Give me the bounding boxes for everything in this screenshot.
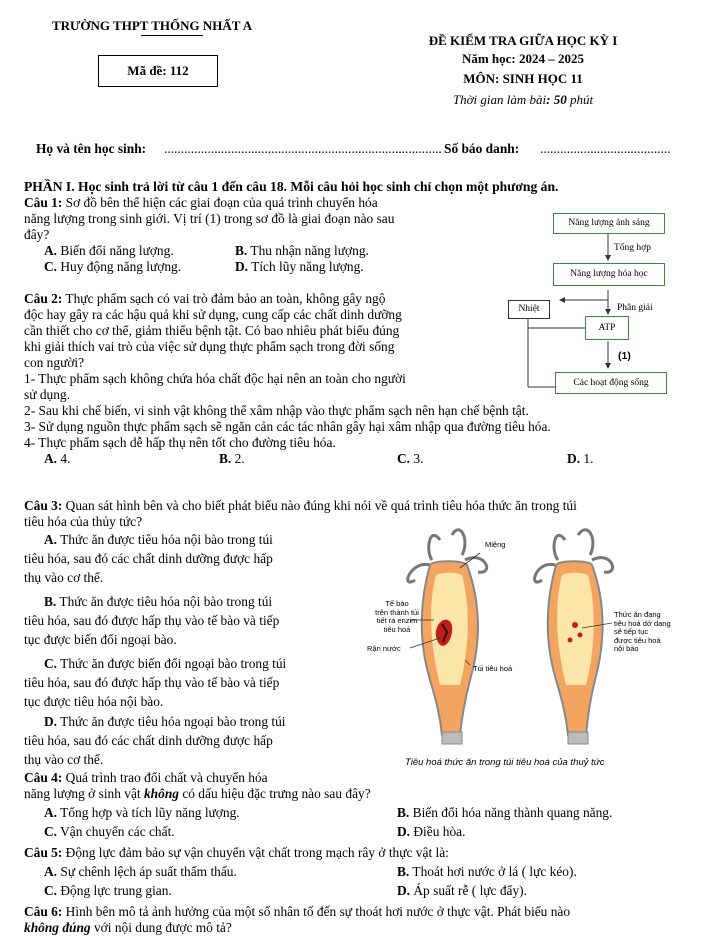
diagram-label-position-1: (1) [618, 350, 631, 362]
q4-emphasis: không [143, 786, 179, 801]
q3-label: Câu 3: [24, 498, 63, 513]
q3-option-d-line-2: tiêu hóa, sau đó các chất dinh dưỡng được hấp [24, 733, 273, 748]
diagram-box-atp: ATP [585, 316, 629, 340]
diagram-box-light-energy: Năng lượng ánh sáng [553, 213, 665, 234]
label-mouth: Miệng [485, 540, 506, 549]
diagram-label-synthesis: Tổng hợp [614, 243, 651, 253]
q2-option-c[interactable]: C. 3. [397, 451, 424, 466]
q3-option-b-line-2: tiêu hóa, sau đó được hấp thụ vào tế bào và tiếp [24, 613, 280, 628]
q6-emphasis: không đúng [24, 920, 91, 935]
q4-option-c[interactable]: C. Vận chuyển các chất. [44, 824, 175, 839]
q2-option-a[interactable]: A. 4. [44, 451, 71, 466]
q4-option-a[interactable]: A. Tổng hợp và tích lũy năng lượng. [44, 805, 240, 820]
q1-option-d[interactable]: D. Tích lũy năng lượng. [235, 259, 364, 274]
q4-line-2: năng lượng ở sinh vật không có dấu hiệu đặc trưng nào sau đây? [24, 786, 371, 801]
q2-line-5: con người? [24, 355, 85, 370]
q5-option-c[interactable]: C. Động lực trung gian. [44, 883, 172, 898]
q2-line-1: Câu 2: Thực phẩm sạch có vai trò đảm bảo an toàn, không gây ngộ [24, 291, 386, 306]
q1-option-c[interactable]: C. Huy động năng lượng. [44, 259, 182, 274]
hydra-right-drawing [535, 530, 613, 744]
q2-option-b[interactable]: B. 2. [219, 451, 245, 466]
subject: MÔN: SINH HỌC 11 [463, 71, 583, 86]
student-id-label: Số báo danh: [444, 141, 520, 156]
q3-option-a-line-2: tiêu hóa, sau đó các chất dinh dưỡng được hấp [24, 551, 273, 566]
q5-label: Câu 5: [24, 845, 63, 860]
q3-option-a[interactable]: A. Thức ăn được tiêu hóa nội bào trong túi [44, 532, 273, 547]
exam-code: Mã đề: 112 [127, 63, 189, 78]
student-name-label: Họ và tên học sinh: [36, 141, 147, 156]
q3-option-d[interactable]: D. Thức ăn được tiêu hóa ngoại bào trong túi [44, 714, 286, 729]
label-digestive-sac: Túi tiêu hoá [473, 664, 513, 673]
label-cells: Tế bào trên thành túi tiết ra enzim tiêu hoá [375, 599, 419, 634]
q3-line-1: Câu 3: Quan sát hình bên và cho biết phát biểu nào đúng khi nói về quá trình tiêu hóa thức ăn trong túi [24, 498, 577, 513]
q4-option-b[interactable]: B. Biến đổi hóa năng thành quang năng. [397, 805, 613, 820]
diagram-box-chemical-energy: Năng lượng hóa học [553, 263, 665, 286]
q3-option-d-line-3: thụ vào cơ thể. [24, 752, 104, 767]
q2-statement-1b: sử dụng. [24, 387, 70, 402]
q2-line-2: độc hay gây ra các hậu quả khi sử dụng, cung cấp các chất dinh dưỡng [24, 307, 402, 322]
q2-line-4: khi giải thích vai trò của việc sử dụng thực phẩm sạch trong đời sống [24, 339, 395, 354]
q3-option-b[interactable]: B. Thức ăn được tiêu hóa nội bào trong túi [44, 594, 273, 609]
label-food-digesting: Thức ăn đang tiêu hoá dở dang sẽ tiếp tục được tiêu hoá nội bào [614, 610, 671, 653]
q2-line-3: cần thiết cho cơ thể, giảm thiểu bệnh tật. Có bao nhiêu phát biểu đúng [24, 323, 400, 338]
q3-option-c-line-3: tục được tiêu hóa nội bào. [24, 694, 164, 709]
q3-option-c[interactable]: C. Thức ăn được biến đổi ngoại bào trong túi [44, 656, 287, 671]
q3-line-2: tiêu hóa của thủy tức? [24, 514, 143, 529]
q3-option-b-line-3: tục được biến đổi ngoại bào. [24, 632, 177, 647]
q2-statement-4: 4- Thực phẩm sạch dễ hấp thụ nên tốt cho đường tiêu hóa. [24, 435, 336, 450]
q1-label: Câu 1: [24, 195, 63, 210]
q2-statement-3: 3- Sử dụng nguồn thực phẩm sạch sẽ ngăn cản các tác nhân gây hại xâm nhập qua đường tiêu hóa. [24, 419, 551, 434]
q4-option-d[interactable]: D. Điều hòa. [397, 824, 466, 839]
q3-option-c-line-2: tiêu hóa, sau đó được hấp thụ vào tế bào và tiếp [24, 675, 280, 690]
diagram-label-breakdown: Phân giải [617, 303, 653, 313]
school-underline [141, 35, 203, 36]
time-value: : 50 [546, 92, 567, 107]
q2-statement-1: 1- Thực phẩm sạch không chứa hóa chất độc hại nên an toàn cho người [24, 371, 406, 386]
student-id-field[interactable]: ....................................... [540, 141, 671, 156]
exam-title: ĐỀ KIỂM TRA GIỮA HỌC KỲ I [428, 33, 618, 48]
q6-line-2: không đúng với nội dung được mô tả? [24, 920, 232, 935]
exam-code-box [98, 55, 218, 87]
hydra-left-drawing [408, 530, 487, 744]
q1-line-1: Câu 1: Sơ đồ bên thể hiện các giai đoạn của quá trình chuyển hóa [24, 195, 378, 210]
q4-label: Câu 4: [24, 770, 63, 785]
label-daphnia: Rận nước [367, 644, 401, 653]
q6-label: Câu 6: [24, 904, 63, 919]
school-year: Năm học: 2024 – 2025 [461, 51, 585, 66]
q5-option-d[interactable]: D. Áp suất rễ ( lực đẩy). [397, 883, 527, 898]
q2-label: Câu 2: [24, 291, 63, 306]
q1-line-2: năng lượng trong sinh giới. Vị trí (1) trong sơ đồ là giai đoạn nào sau [24, 211, 395, 226]
q6-line-1: Câu 6: Hình bên mô tả ảnh hưởng của một số nhân tố đến sự thoát hơi nước ở thực vật. Phát biểu nào [24, 904, 571, 919]
part1-heading: PHẦN I. Học sinh trả lời từ câu 1 đến câu 18. Mỗi câu hỏi học sinh chỉ chọn một phương án. [24, 179, 559, 194]
q3-option-a-line-3: thụ vào cơ thể. [24, 570, 104, 585]
diagram-box-heat: Nhiệt [508, 300, 550, 319]
student-name-field[interactable]: ................................................................................... [164, 141, 442, 156]
q1-option-a[interactable]: A. Biến đổi năng lượng. [44, 243, 174, 258]
figure-caption: Tiêu hoá thức ăn trong túi tiêu hoá của thuỷ tức [405, 757, 605, 768]
q2-statement-2: 2- Sau khi chế biến, vi sinh vật không thể xâm nhập vào thực phẩm sạch nên hạn chế bệnh tật. [24, 403, 529, 418]
school-name: TRƯỜNG THPT THỐNG NHẤT A [52, 18, 253, 33]
time-prefix: Thời gian làm bài [452, 92, 547, 107]
q5-option-a[interactable]: A. Sự chênh lệch áp suất thẩm thấu. [44, 864, 237, 879]
diagram-box-life-activities: Các hoạt động sống [555, 372, 667, 394]
q4-line-1: Câu 4: Quá trình trao đổi chất và chuyển hóa [24, 770, 268, 785]
time-unit: phút [566, 92, 594, 107]
q5-option-b[interactable]: B. Thoát hơi nước ở lá ( lực kéo). [397, 864, 577, 879]
q2-option-d[interactable]: D. 1. [567, 451, 594, 466]
q1-line-3: đây? [24, 227, 50, 242]
q5-line-1: Câu 5: Động lực đảm bảo sự vận chuyển vật chất trong mạch rây ở thực vật là: [24, 845, 449, 860]
exam-time [388, 92, 658, 108]
q1-option-b[interactable]: B. Thu nhận năng lượng. [235, 243, 369, 258]
